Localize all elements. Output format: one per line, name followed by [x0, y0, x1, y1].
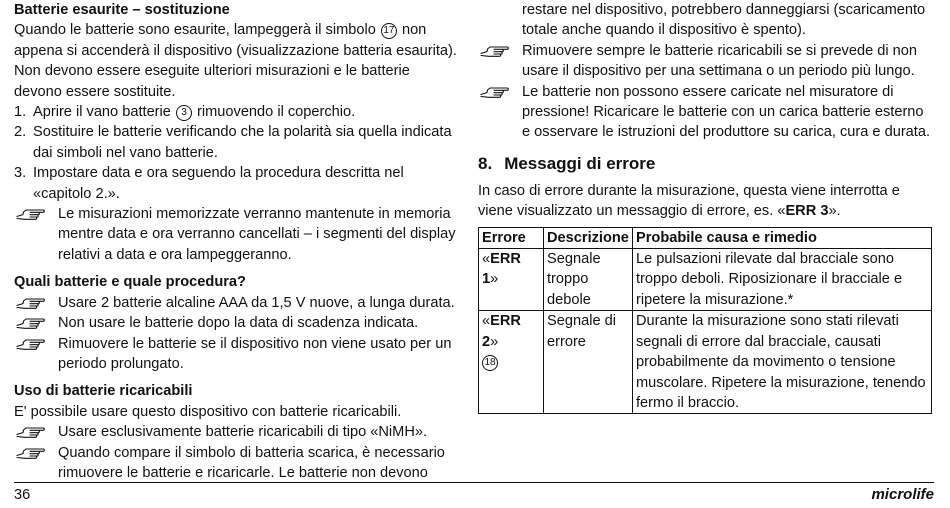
left-column	[14, 0, 460, 483]
brand-logo: microlife	[871, 486, 934, 503]
list-item	[14, 293, 460, 313]
step-number: 3.	[14, 165, 27, 182]
section-heading-error-messages	[478, 153, 934, 175]
quote-close: »	[490, 271, 499, 288]
list-item-text: Rimuovere le batterie se il dispositivo non viene usato per un periodo prolungato.	[58, 335, 452, 372]
intro-text-a: Quando le batterie sono esaurite, lampeggerà il simbolo	[14, 22, 376, 39]
table-row	[479, 311, 932, 414]
list-item-text: Non usare le batterie dopo la data di scadenza indicata.	[58, 315, 419, 332]
step-1	[14, 102, 460, 122]
list-item-text: Usare esclusivamente batterie ricaricabili di tipo «NiMH».	[58, 424, 428, 441]
table-header-row	[479, 227, 932, 248]
pointing-hand-icon	[480, 44, 510, 58]
step-text-b: rimuovendo il coperchio.	[197, 104, 356, 121]
list-item	[478, 82, 934, 143]
step-text: Impostare data e ora seguendo la procedura descritta nel «capitolo 2.».	[33, 165, 404, 202]
pointing-hand-icon	[16, 446, 46, 460]
column-header: Descrizione	[544, 227, 633, 248]
error-cell	[479, 249, 544, 311]
pointing-hand-icon	[480, 85, 510, 99]
step-text-a: Aprire il vano batterie	[33, 104, 171, 121]
pointing-hand-icon	[16, 296, 46, 310]
symbol-3-icon: 3	[176, 105, 192, 121]
step-number: 2.	[14, 124, 27, 141]
table-row	[479, 249, 932, 311]
column-header: Errore	[479, 227, 544, 248]
symbol-18-icon: 18	[482, 355, 498, 371]
list-item-text: Rimuovere sempre le batterie ricaricabili se si prevede di non usare il dispositivo per una settimana o un periodo più lungo.	[522, 42, 918, 80]
heading-battery-replacement: Batterie esaurite – sostituzione	[14, 2, 230, 18]
step-2	[14, 122, 460, 163]
memory-note	[14, 204, 460, 265]
intro-paragraph	[14, 20, 460, 102]
error-code: ERR 2	[482, 313, 521, 350]
error-table	[478, 227, 932, 415]
step-3	[14, 163, 460, 204]
pointing-hand-icon	[16, 207, 46, 221]
cause-cell: Durante la misurazione sono stati rilevati segnali di errore dal bracciale, causati probabilmente da movimento o tensione muscolare. Ripetere la misurazione, tenendo fermo il braccio.	[633, 311, 932, 414]
page-number: 36	[14, 487, 31, 503]
error-code: ERR 1	[482, 251, 521, 288]
description-cell: Segnale di errore	[544, 311, 633, 414]
list-item	[478, 41, 934, 82]
section-title: Messaggi di errore	[504, 153, 656, 173]
rechargeable-intro: E' possibile usare questo dispositivo con batterie ricaricabili.	[14, 403, 402, 420]
right-column	[478, 0, 934, 414]
list-item	[14, 334, 460, 375]
section-number: 8.	[478, 153, 493, 173]
symbol-17-icon: 17	[381, 23, 397, 39]
list-item-text: Le batterie non possono essere caricate nel misuratore di pressione! Ricaricare le batterie con un carica batterie esterno e osservare le istruzioni del produttore su carica, cura e durata.	[522, 83, 931, 141]
quote-close: »	[490, 333, 499, 350]
error-code: ERR 3	[785, 203, 829, 220]
section-intro-a: In caso di errore durante la misurazione, questa viene interrotta e viene visualizzato un messaggio di errore, es. «	[478, 182, 900, 220]
list-item	[14, 422, 460, 442]
pointing-hand-icon	[16, 425, 46, 439]
intro-text-b: non appena si accenderà il dispositivo (visualizzazione batteria esaurita). Non devono essere eseguite ulteriori misurazioni e le batterie devono essere sostituite.	[14, 22, 457, 100]
pointing-hand-icon	[16, 337, 46, 351]
description-cell: Segnale troppo debole	[544, 249, 633, 311]
section-intro-b: ».	[828, 203, 841, 220]
section-intro	[478, 181, 934, 222]
heading-which-batteries: Quali batterie e quale procedura?	[14, 274, 246, 291]
continued-text: restare nel dispositivo, potrebbero danneggiarsi (scaricamento totale anche quando il dispositivo è spento).	[522, 2, 926, 39]
error-cell	[479, 311, 544, 414]
footer-divider	[14, 482, 934, 483]
list-item	[14, 313, 460, 333]
list-item	[14, 443, 460, 484]
quote-open: «	[482, 313, 491, 330]
list-item-text: Quando compare il simbolo di batteria scarica, è necessario rimuovere le batterie e ricaricarle. Le batterie non devono	[58, 444, 445, 481]
column-header: Probabile causa e rimedio	[633, 227, 932, 248]
step-number: 1.	[14, 104, 27, 121]
list-item-text: Usare 2 batterie alcaline AAA da 1,5 V nuove, a lunga durata.	[58, 294, 455, 311]
cause-cell: Le pulsazioni rilevate dal bracciale sono troppo deboli. Riposizionare il bracciale e ripetere la misurazione.*	[633, 249, 932, 311]
heading-rechargeable: Uso di batterie ricaricabili	[14, 383, 193, 400]
note-text: Le misurazioni memorizzate verranno mantenute in memoria mentre data e ora verranno cancellati – i segmenti del display relativi a data e ora lampeggeranno.	[58, 206, 456, 263]
quote-open: «	[482, 251, 491, 268]
pointing-hand-icon	[16, 316, 46, 330]
step-text: Sostituire le batterie verificando che la polarità sia quella indicata dai simboli nel vano batterie.	[33, 124, 452, 161]
